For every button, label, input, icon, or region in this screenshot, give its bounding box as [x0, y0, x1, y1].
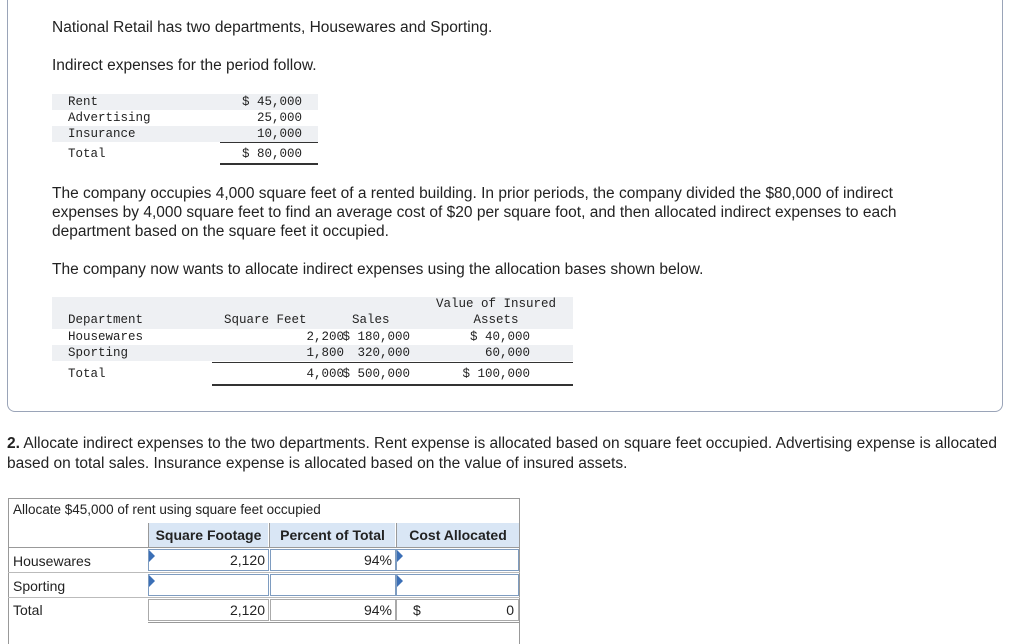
total-cost-currency: $ — [413, 602, 421, 618]
bases-total-line — [212, 384, 573, 386]
sporting-cost-input[interactable] — [396, 574, 519, 596]
intro-line-1: National Retail has two departments, Housewares and Sporting. — [52, 19, 493, 36]
edit-marker-icon — [149, 575, 155, 587]
housewares-percent-input[interactable]: 94% — [270, 549, 396, 571]
edit-marker-icon — [397, 575, 403, 587]
housewares-cost-input[interactable] — [396, 549, 519, 571]
edit-marker-icon — [149, 550, 155, 562]
total-cost-value: 0 — [506, 602, 514, 618]
expense-row-advertising: Advertising 25,000 — [68, 111, 302, 125]
header-value-line2: Assets — [473, 313, 519, 327]
header-department: Department — [68, 313, 144, 327]
header-percent-of-total: Percent of Total — [269, 523, 395, 547]
rent-allocation-table — [8, 498, 520, 644]
intro-line-2: Indirect expenses for the period follow. — [52, 57, 317, 74]
header-value-line1: Value of Insured — [435, 297, 557, 311]
expense-row-insurance: Insurance 10,000 — [52, 126, 318, 142]
expense-total-line — [220, 163, 318, 165]
header-sales: Sales — [352, 313, 390, 327]
bases-subtotal-line — [212, 362, 573, 363]
housewares-square-footage-input[interactable]: 2,120 — [148, 549, 269, 571]
edit-marker-icon — [397, 550, 403, 562]
row-label-housewares: Housewares — [13, 553, 91, 569]
question-number: 2. — [7, 435, 20, 452]
total-cost — [396, 599, 519, 621]
expense-row-rent: Rent $ 45,000 — [52, 94, 318, 110]
total-square-footage: 2,120 — [148, 599, 269, 621]
question-text: 2. Allocate indirect expenses to the two departments. Rent expense is allocated based on square feet occupied. Advertising expense is allocated based on total sales. Insurance expense is allocated based on the value of insured assets. — [7, 435, 998, 472]
bases-row-total: Total 4,000 $ 500,000 $ 100,000 — [68, 367, 530, 381]
paragraph-square-feet: The company occupies 4,000 square feet of a rented building. In prior periods, the company divided the $80,000 of indirect expenses by 4,000 square feet to find an average cost of $20 per square foot, and then allocated indirect expenses to each department based on the square feet it occupied. — [52, 185, 897, 240]
bases-row-sporting: Sporting 1,800 320,000 60,000 — [52, 345, 573, 361]
allocation-title: Allocate $45,000 of rent using square feet occupied — [13, 502, 321, 517]
total-percent: 94% — [270, 599, 396, 621]
header-square-feet: Square Feet — [224, 313, 307, 327]
expense-row-total: Total $ 80,000 — [68, 147, 302, 161]
expense-subtotal-line — [220, 142, 318, 143]
row-label-sporting: Sporting — [13, 578, 66, 594]
paragraph-allocation-bases: The company now wants to allocate indirect expenses using the allocation bases shown below. — [52, 261, 704, 278]
row-label-total: Total — [13, 602, 43, 618]
sporting-square-footage-input[interactable] — [148, 574, 269, 596]
sporting-percent-input[interactable] — [270, 574, 396, 596]
bases-row-housewares: Housewares 2,200 $ 180,000 $ 40,000 — [68, 330, 530, 344]
header-square-footage: Square Footage — [148, 523, 268, 547]
header-cost-allocated: Cost Allocated — [396, 523, 519, 547]
